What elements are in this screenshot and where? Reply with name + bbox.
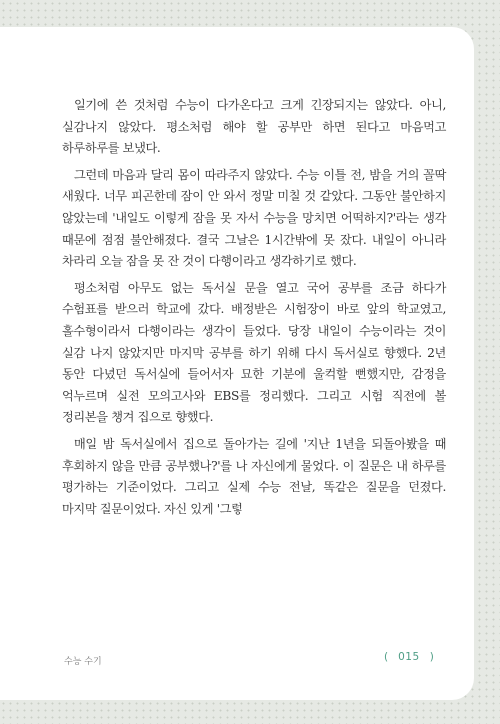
- running-footer-title: 수능 수기: [64, 657, 102, 667]
- open-paren: (: [384, 651, 389, 663]
- close-paren: ): [429, 651, 434, 663]
- page-number: 015: [398, 651, 420, 663]
- book-page: [0, 27, 474, 700]
- paragraph-2: 그런데 마음과 달리 몸이 따라주지 않았다. 수능 이틀 전, 밤을 거의 꼴딱 새웠다. 너무 피곤한데 잠이 안 와서 정말 미칠 것 같았다. 그동안 불안하지 않았는데 '내일도 이렇게 잠을 못 자서 수능을 망치면 어떡하지?'라는 생각 때문에 점점 불안해졌다. 결국 그날은 1시간밖에 못 잤다. 내일이 아니라 차라리 오늘 잠을 못 잔 것이 다행이라고 생각하기로 했다.: [62, 167, 446, 269]
- paragraph-4: 매일 밤 독서실에서 집으로 돌아가는 길에 '지난 1년을 되돌아봤을 때 후회하지 않을 만큼 공부했나?'를 나 자신에게 물었다. 이 질문은 내 하루를 평가하는 기준이었다. 그리고 실제 수능 전날, 똑같은 질문을 던졌다. 마지막 질문이었다. 자신 있게 '그렇: [62, 436, 446, 516]
- paragraph-1: 일기에 쓴 것처럼 수능이 다가온다고 크게 긴장되지는 않았다. 아니, 실감나지 않았다. 평소처럼 해야 할 공부만 하면 된다고 마음먹고 하루하루를 보냈다.: [62, 98, 446, 156]
- body-text: [62, 95, 446, 525]
- paragraph-3: 평소처럼 아무도 없는 독서실 문을 열고 국어 공부를 조금 하다가 수험표를 받으러 학교에 갔다. 배정받은 시험장이 바로 앞의 학교였고, 홀수형이라서 다행이라는 생각이 들었다. 당장 내일이 수능이라는 것이 실감 나지 않았지만 마지막 공부를 하기 위해 다시 독서실로 향했다. 2년 동안 다녔던 독서실에 들어서자 묘한 기분에 울컥할 뻔했지만, 감정을 억누르며 실전 모의고사와 EBS를 정리했다. 그리고 시험 직전에 볼 정리본을 챙겨 집으로 향했다.: [62, 280, 446, 425]
- page-number-footer: [384, 651, 434, 663]
